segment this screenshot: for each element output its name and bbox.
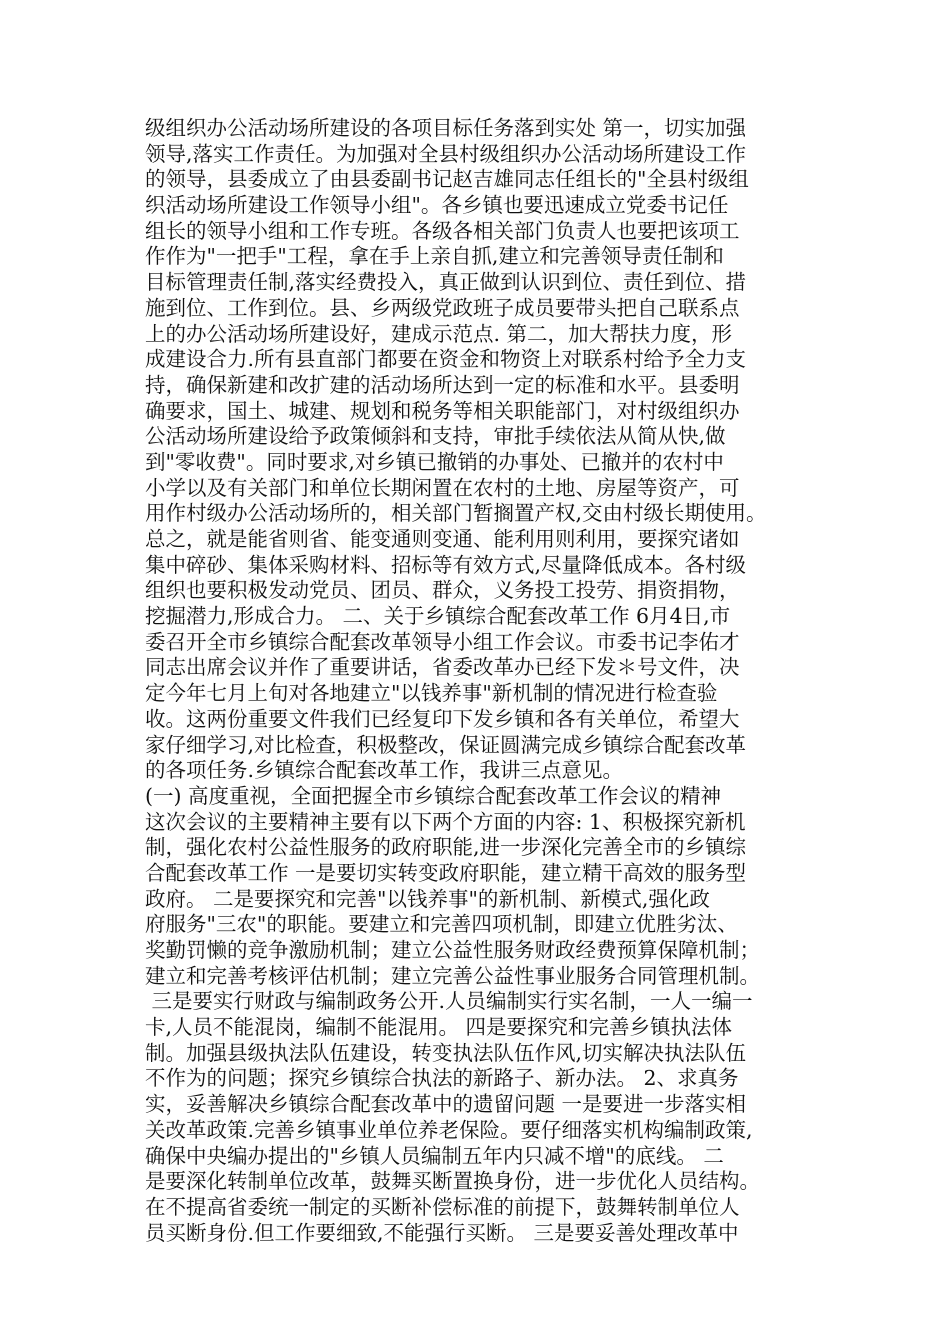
document-body [145,116,813,1246]
text-line: 的领导，县委成立了由县委副书记赵吉雄同志任组长的"全县村级组 [145,167,749,192]
text-line: 员买断身份.但工作要细致,不能强行买断。 三是要妥善处理改革中 [145,1220,739,1245]
text-line: 级组织办公活动场所建设的各项目标任务落到实处 第一，切实加强 [145,116,747,140]
text-line: 到"零收费"。同时要求,对乡镇已撤销的办事处、已撤并的农村中 [145,449,724,474]
text-line: 组长的领导小组和工作专班。各级各相关部门负责人也要把该项工 [145,218,740,243]
text-line: 织活动场所建设工作领导小组"。各乡镇也要迅速成立党委书记任 [145,193,729,218]
text-line: 制。加强县级执法队伍建设，转变执法队伍作风,切实解决执法队伍 [145,1040,747,1065]
text-line: 在不提高省委统一制定的买断补偿标准的前提下，鼓舞转制单位人 [145,1194,740,1219]
text-line: 确要求，国土、城建、规划和税务等相关职能部门，对村级组织办 [145,398,740,423]
text-line: 定今年七月上旬对各地建立"以钱养事"新机制的情况进行检查验 [145,681,718,706]
text-line: 奖勤罚懒的竞争激励机制；建立公益性服务财政经费预算保障机制； [145,938,760,962]
text-line: 收。这两份重要文件我们已经复印下发乡镇和各有关单位，希望大 [145,706,740,731]
text-line: 领导,落实工作责任。为加强对全县村级组织办公活动场所建设工作 [145,141,747,166]
text-line: 施到位、工作到位。县、乡两级党政班子成员要带头把自己联系点 [145,295,740,320]
text-line: 实，妥善解决乡镇综合配套改革中的遗留问题 一是要进一步落实相 [145,1092,747,1117]
text-line: 三是要实行财政与编制政务公开.人员编制实行实名制，一人一编一 [145,989,753,1014]
text-line: 建立和完善考核评估机制；建立完善公益性事业服务合同管理机制。 [145,963,760,988]
text-line: 确保中央编办提出的"乡镇人员编制五年内只减不增"的底线。 二 [145,1143,724,1168]
text-line: (一) 高度重视，全面把握全市乡镇综合配套改革工作会议的精神 [145,783,722,808]
text-line: 政府。 二是要探究和完善"以钱养事"的新机制、新模式,强化政 [145,886,710,911]
text-line: 挖掘潜力,形成合力。 二、关于乡镇综合配套改革工作 6月4日,市 [145,604,731,629]
text-line: 集中碎砂、集体采购材料、招标等有效方式,尽量降低成本。各村级 [145,552,747,577]
text-line: 小学以及有关部门和单位长期闲置在农村的土地、房屋等资产，可 [145,475,740,500]
text-line: 总之，就是能省则省、能变通则变通、能利用则利用，要探究诸如 [145,527,740,551]
text-line: 委召开全市乡镇综合配套改革领导小组工作会议。市委书记李佑才 [145,629,740,654]
text-line: 府服务"三农"的职能。要建立和完善四项机制，即建立优胜劣汰、 [145,912,738,937]
text-line: 目标管理责任制,落实经费投入，真正做到认识到位、责任到位、措 [145,270,747,295]
text-line: 用作村级办公活动场所的，相关部门暂搁置产权,交由村级长期使用。 [145,501,767,526]
text-line: 是要深化转制单位改革，鼓舞买断置换身份，进一步优化人员结构。 [145,1169,760,1194]
text-line: 这次会议的主要精神主要有以下两个方面的内容: 1、积极探究新机 [145,809,746,834]
text-line: 关改革政策.完善乡镇事业单位养老保险。要仔细落实机构编制政策, [145,1117,753,1142]
text-line: 组织也要积极发动党员、团员、群众，义务投工投劳、捐资捐物， [145,578,740,603]
text-line: 公活动场所建设给予政策倾斜和支持，审批手续依法从简从快,做 [145,424,726,449]
text-line: 家仔细学习,对比检查，积极整改，保证圆满完成乡镇综合配套改革 [145,732,747,757]
text-line: 作作为"一把手"工程，拿在手上亲自抓,建立和完善领导责任制和 [145,244,724,269]
text-line: 不作为的问题；探究乡镇综合执法的新路子、新办法。 2、求真务 [145,1066,739,1091]
text-line: 制，强化农村公益性服务的政府职能,进一步深化完善全市的乡镇综 [145,835,747,860]
text-line: 卡,人员不能混岗，编制不能混用。 四是要探究和完善乡镇执法体 [145,1015,733,1040]
text-line: 同志出席会议并作了重要讲话，省委改革办已经下发＊号文件，决 [145,655,740,680]
text-line: 上的办公活动场所建设好，建成示范点. 第二，加大帮扶力度，形 [145,321,733,346]
text-line: 持，确保新建和改扩建的活动场所达到一定的标准和水平。县委明 [145,372,740,397]
text-line: 合配套改革工作 一是要切实转变政府职能，建立精干高效的服务型 [145,860,747,885]
text-line: 的各项任务.乡镇综合配套改革工作，我讲三点意见。 [145,758,624,783]
text-line: 成建设合力.所有县直部门都要在资金和物资上对联系村给予全力支 [145,347,747,372]
